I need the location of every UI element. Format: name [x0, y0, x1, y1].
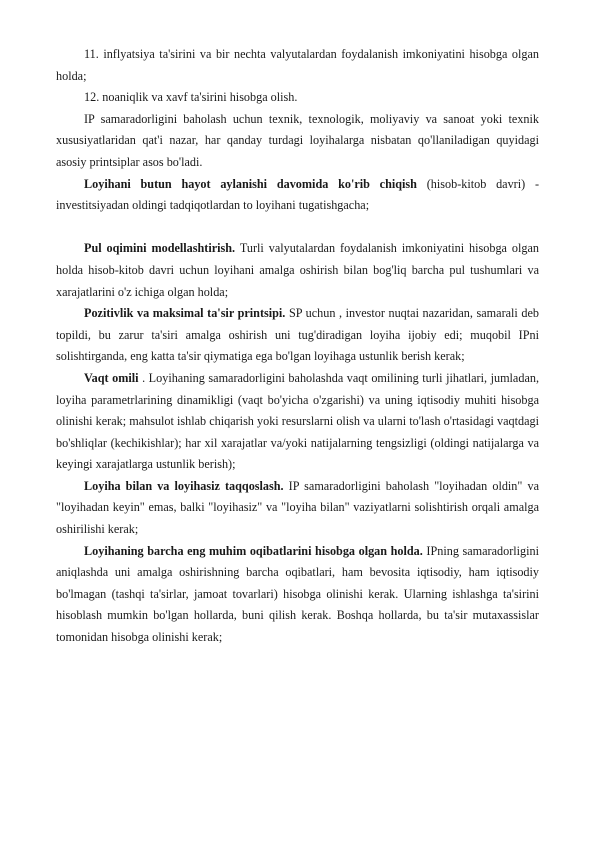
paragraph-lead: Pul oqimini modellashtirish.	[84, 241, 236, 256]
paragraph-text: SP uchun , investor nuqtai nazaridan, samarali deb topildi, bu zarur ta'siri amalga oshirish uni tug'diradigan loyiha ijobiy edi; muqobil IPni solishtirganda, eng katta ta'sir qiymatiga ega bo'lgan loyihaga ustunlik berish kerak;	[56, 306, 539, 364]
paragraph-item-12	[56, 87, 539, 109]
paragraph-lead: Pozitivlik va maksimal ta'sir printsipi.	[84, 306, 286, 321]
paragraph-lead: Vaqt omili	[84, 370, 139, 385]
paragraph-text: IP samaradorligini baholash "loyihadan oldin" va "loyihadan keyin" emas, balki "loyihasiz" va "loyiha bilan" vaziyatlarni solishtirish orqali amalga oshirilishi kerak;	[56, 478, 539, 537]
paragraph-item-11	[56, 44, 539, 87]
paragraph-lead: Loyiha bilan va loyihasiz taqqoslash.	[84, 478, 284, 493]
paragraph-time-factor	[56, 368, 539, 476]
paragraph-consequences	[56, 541, 539, 649]
paragraph-comparison	[56, 476, 539, 541]
paragraph-text: IP samaradorligini baholash uchun texnik, texnologik, moliyaviy va sanoat yoki texnik xususiyatlaridan qat'i nazar, har qanday turdagi loyihalarga nisbatan qo'llaniladigan quyidagi asosiy printsiplar asos bo'ladi.	[56, 111, 539, 169]
blank-line	[56, 217, 539, 239]
paragraph-life-cycle	[56, 174, 539, 217]
paragraph-text: Turli valyutalardan foydalanish imkoniyatini hisobga olgan holda hisob-kitob davri uchun loyihani amalga oshirish bilan bog'liq barcha pul tushumlari va xarajatlarini o'z ichiga olgan holda;	[56, 241, 539, 299]
paragraph-text: 11. inflyatsiya ta'sirini va bir nechta valyutalardan foydalanish imkoniyatini hisobga olgan holda;	[56, 47, 539, 83]
paragraph-text: IPning samaradorligini aniqlashda uni amalga oshirishning barcha oqibatlari, ham bevosita iqtisodiy, ham iqtisodiy bo'lmagan (tashqi ta'sirlar, jamoat tovarlari) hisobga olinishi kerak. Ularning ishlashga ta'sirini hisoblash mumkin bo'lgan hollarda, buni qilish kerak. Boshqa hollarda, bu ta'sir mutaxassislar tomonidan hisobga olinishi kerak;	[56, 543, 539, 645]
paragraph-lead: Loyihaning barcha eng muhim oqibatlarini hisobga olgan holda.	[84, 543, 423, 558]
document-page	[56, 44, 539, 649]
paragraph-principles-intro	[56, 109, 539, 174]
paragraph-text: (hisob-kitob davri) - investitsiyadan oldingi tadqiqotlardan to loyihani tugatishgacha;	[56, 176, 539, 213]
paragraph-cash-flow	[56, 238, 539, 303]
paragraph-positivity	[56, 303, 539, 368]
paragraph-text: . Loyihaning samaradorligini baholashda vaqt omilining turli jihatlari, jumladan, loyiha parametrlarining dinamikligi (vaqt bo'yicha o'zgarishi) va uning iqtisodiy muhiti hisobga olinishi kerak; mahsulot ishlab chiqarish yoki resurslarni olish va ularni to'lash o'rtasidagi vaqtdagi bo'shliqlar (kechikishlar); har xil xarajatlar va/yoki natijalarning tengsizligi (oldingi natijalarga va keyingi xarajatlarga ustunlik berish);	[56, 370, 539, 472]
paragraph-text: 12. noaniqlik va xavf ta'sirini hisobga olish.	[84, 90, 298, 105]
paragraph-lead: Loyihani butun hayot aylanishi davomida ko'rib chiqish	[84, 176, 417, 191]
